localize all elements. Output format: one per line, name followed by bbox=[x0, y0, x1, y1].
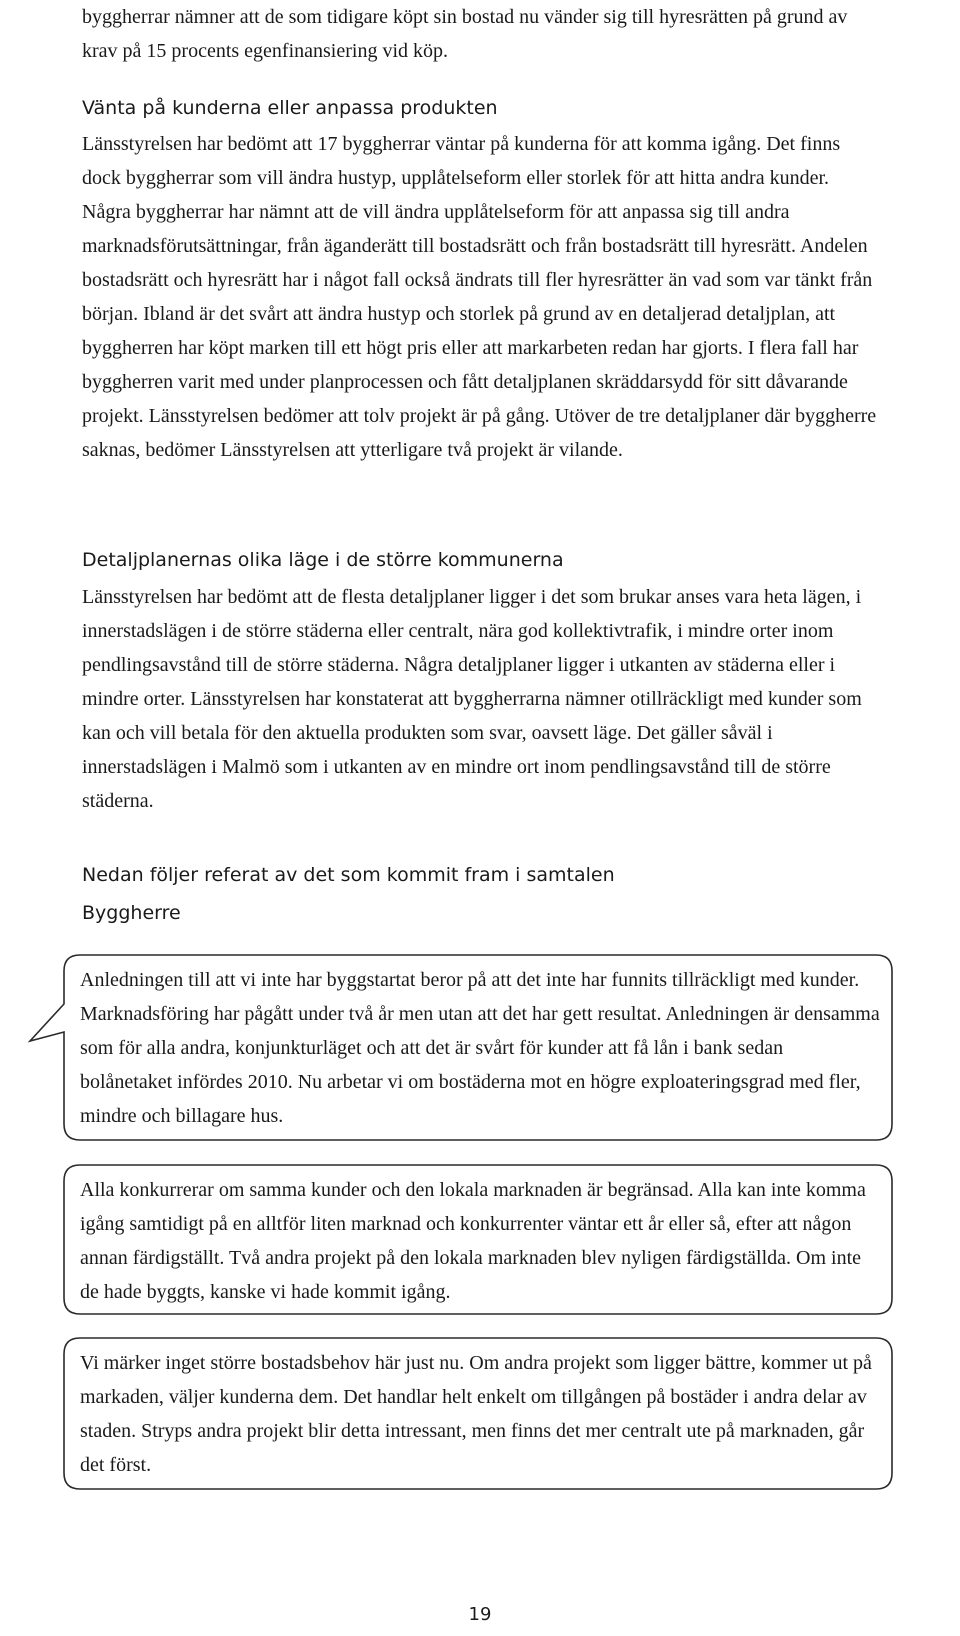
section-heading-locations: Detaljplanernas olika läge i de större kommunerna bbox=[82, 549, 564, 571]
page-number: 19 bbox=[468, 1604, 492, 1625]
section-heading-wait-or-adapt: Vänta på kunderna eller anpassa produkten bbox=[82, 97, 498, 119]
section-body-wait-or-adapt: Länsstyrelsen har bedömt att 17 byggherrar väntar på kunderna för att komma igång. Det finns dock byggherrar som vill ändra hustyp, upplåtelseform eller storlek för att hitta andra kunder. Några byggherrar har nämnt att de vill ändra upplåtelseform för att anpassa sig till andra marknadsförutsättningar, från äganderätt till bostadsrätt och från bostadsrätt till hyresrätt. Andelen bostadsrätt och hyresrätt har i något fall också ändrats till fler hyresrätter än vad som var tänkt från början. Ibland är det svårt att ändra hustyp och storlek på grund av en detaljerad detaljplan, att byggherren har köpt marken till ett högt pris eller att markarbeten redan har gjorts. I flera fall har byggherren varit med under planprocessen och fått detaljplanen skräddarsydd för sitt dåvarande projekt. Länsstyrelsen bedömer att tolv projekt är på gång. Utöver de tre detaljplaner där byggherre saknas, bedömer Länsstyrelsen att ytterligare två projekt är vilande. bbox=[82, 133, 877, 461]
subheading-byggherre: Byggherre bbox=[82, 902, 181, 924]
section-body-locations: Länsstyrelsen har bedömt att de flesta detaljplaner ligger i det som brukar anses vara heta lägen, i innerstadslägen i de större städerna eller centralt, nära god kollektivtrafik, i mindre orter inom pendlingsavstånd till de större städerna. Några detaljplaner ligger i utkanten av städerna eller i mindre orter. Länsstyrelsen har konstaterat att byggherrarna nämner otillräckligt med kunder som kan och vill betala för den aktuella produkten som svar, oavsett läge. Det gäller såväl i innerstadslägen i Malmö som i utkanten av en mindre ort inom pendlingsavstånd till de större städerna. bbox=[82, 586, 862, 812]
quote-3-text: Vi märker inget större bostadsbehov här just nu. Om andra projekt som ligger bättre, kommer ut på markaden, väljer kunderna dem. Det handlar helt enkelt om tillgången på bostäder i andra delar av staden. Stryps andra projekt blir detta intressant, men finns det mer centralt ute på marknaden, går det först. bbox=[80, 1352, 872, 1476]
quote-1-text: Anledningen till att vi inte har byggstartat beror på att det inte har funnits tillräckligt med kunder. Marknadsföring har pågått under två år men utan att det har gett resultat. Anledningen är densamma som för alla andra, konjunkturläget och att det är svårt för kunder att få lån i bank sedan bolånetaket infördes 2010. Nu arbetar vi om bostäderna mot en högre exploateringsgrad med fler, mindre och billagare hus. bbox=[80, 969, 880, 1127]
intro-paragraph: byggherrar nämner att de som tidigare köpt sin bostad nu vänder sig till hyresrätten på grund av krav på 15 procents egenfinansiering vid köp. bbox=[82, 6, 848, 62]
quote-2-text: Alla konkurrerar om samma kunder och den lokala marknaden är begränsad. Alla kan inte komma igång samtidigt på en alltför liten marknad och konkurrenter väntar ett år eller så, efter att någon annan färdigställt. Två andra projekt på den lokala marknaden blev nyligen färdigställda. Om inte de hade byggts, kanske vi hade kommit igång. bbox=[80, 1179, 866, 1303]
section-heading-summaries: Nedan följer referat av det som kommit fram i samtalen bbox=[82, 864, 615, 886]
